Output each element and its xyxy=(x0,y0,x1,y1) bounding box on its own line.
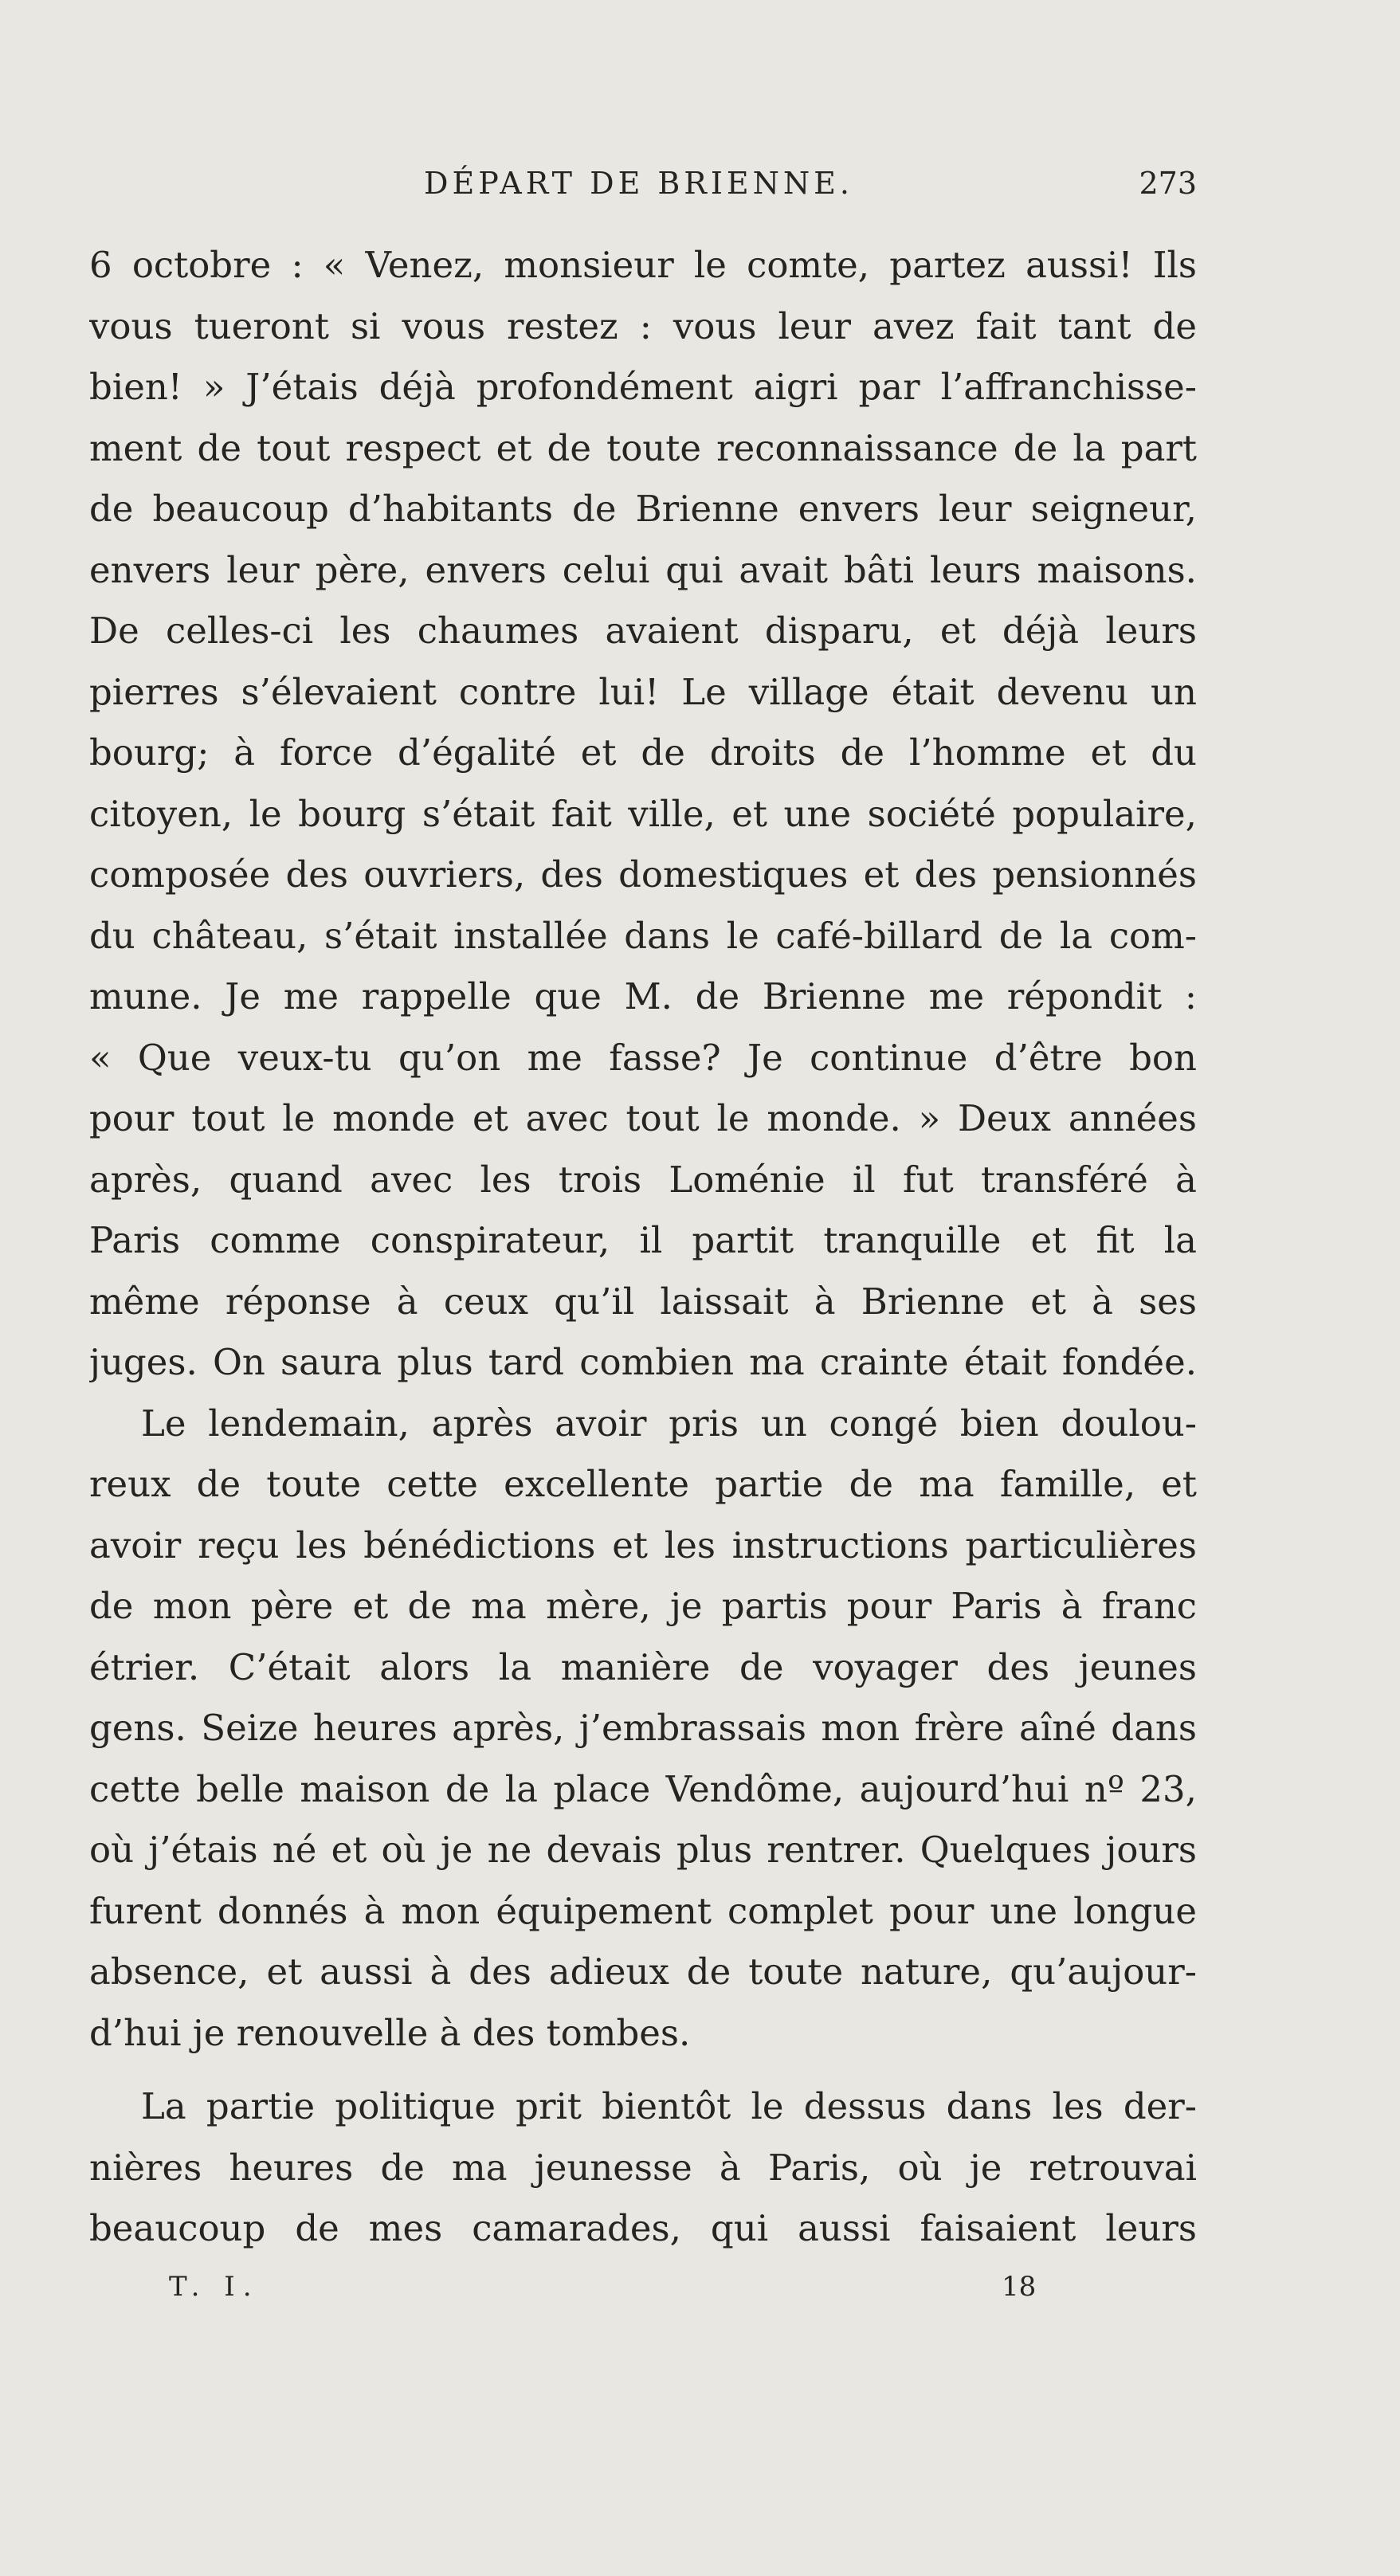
page-number: 273 xyxy=(1139,166,1197,201)
text-line: étrier. C’était alors la manière de voyager des jeunes xyxy=(89,1645,1197,1688)
text-line: ment de tout respect et de toute reconnaissance de la part xyxy=(89,426,1197,469)
text-line: après, quand avec les trois Loménie il fut transféré à xyxy=(89,1158,1197,1201)
text-line: beaucoup de mes camarades, qui aussi faisaient leurs xyxy=(89,2207,1197,2249)
text-line: envers leur père, envers celui qui avait bâti leurs maisons. xyxy=(89,548,1197,591)
text-line: absence, et aussi à des adieux de toute nature, qu’aujour- xyxy=(89,1951,1197,1993)
text-line: cette belle maison de la place Vendôme, aujourd’hui nº 23, xyxy=(89,1767,1197,1810)
text-line: reux de toute cette excellente partie de ma famille, et xyxy=(89,1463,1197,1505)
page-footer xyxy=(89,2263,1197,2311)
running-head xyxy=(89,159,1197,207)
volume-mark: T. I. xyxy=(169,2271,260,2303)
text-line: vous tueront si vous restez : vous leur avez fait tant de xyxy=(89,304,1197,347)
text-line: composée des ouvriers, des domestiques et des pensionnés xyxy=(89,853,1197,896)
text-line: pierres s’élevaient contre lui! Le village était devenu un xyxy=(89,670,1197,713)
running-title: DÉPART DE BRIENNE. xyxy=(424,166,853,201)
text-line: « Que veux-tu qu’on me fasse? Je continue d’être bon xyxy=(89,1036,1197,1079)
text-line: Paris comme conspirateur, il partit tranquille et fit la xyxy=(89,1219,1197,1261)
text-line: de mon père et de ma mère, je partis pour Paris à franc xyxy=(89,1585,1197,1627)
text-line: du château, s’était installée dans le café-billard de la com- xyxy=(89,914,1197,957)
text-line: De celles-ci les chaumes avaient disparu, et déjà leurs xyxy=(89,610,1197,652)
text-line: bien! » J’étais déjà profondément aigri par l’affranchisse- xyxy=(89,366,1197,408)
text-line: gens. Seize heures après, j’embrassais mon frère aîné dans xyxy=(89,1707,1197,1749)
body-text xyxy=(89,235,1197,2260)
text-line: nières heures de ma jeunesse à Paris, où je retrouvai xyxy=(89,2146,1197,2189)
text-line: Le lendemain, après avoir pris un congé bien doulou- xyxy=(141,1402,1197,1445)
text-line: mune. Je me rappelle que M. de Brienne me répondit : xyxy=(89,975,1197,1017)
text-line: où j’étais né et où je ne devais plus rentrer. Quelques jours xyxy=(89,1829,1197,1871)
text-line: La partie politique prit bientôt le dessus dans les der- xyxy=(141,2085,1197,2127)
signature-mark: 18 xyxy=(1002,2271,1037,2303)
text-line: citoyen, le bourg s’était fait ville, et une société populaire, xyxy=(89,792,1197,835)
text-line: juges. On saura plus tard combien ma crainte était fondée. xyxy=(89,1341,1197,1383)
text-line: même réponse à ceux qu’il laissait à Brienne et à ses xyxy=(89,1280,1197,1323)
text-line: furent donnés à mon équipement complet pour une longue xyxy=(89,1889,1197,1932)
text-line: pour tout le monde et avec tout le monde. » Deux années xyxy=(89,1097,1197,1139)
text-line: d’hui je renouvelle à des tombes. xyxy=(89,2011,691,2054)
text-line: bourg; à force d’égalité et de droits de l’homme et du xyxy=(89,731,1197,774)
text-line: 6 octobre : « Venez, monsieur le comte, partez aussi! Ils xyxy=(89,244,1197,286)
paragraph-gap xyxy=(89,2064,1197,2076)
text-line: avoir reçu les bénédictions et les instructions particulières xyxy=(89,1523,1197,1566)
text-line: de beaucoup d’habitants de Brienne envers leur seigneur, xyxy=(89,488,1197,530)
